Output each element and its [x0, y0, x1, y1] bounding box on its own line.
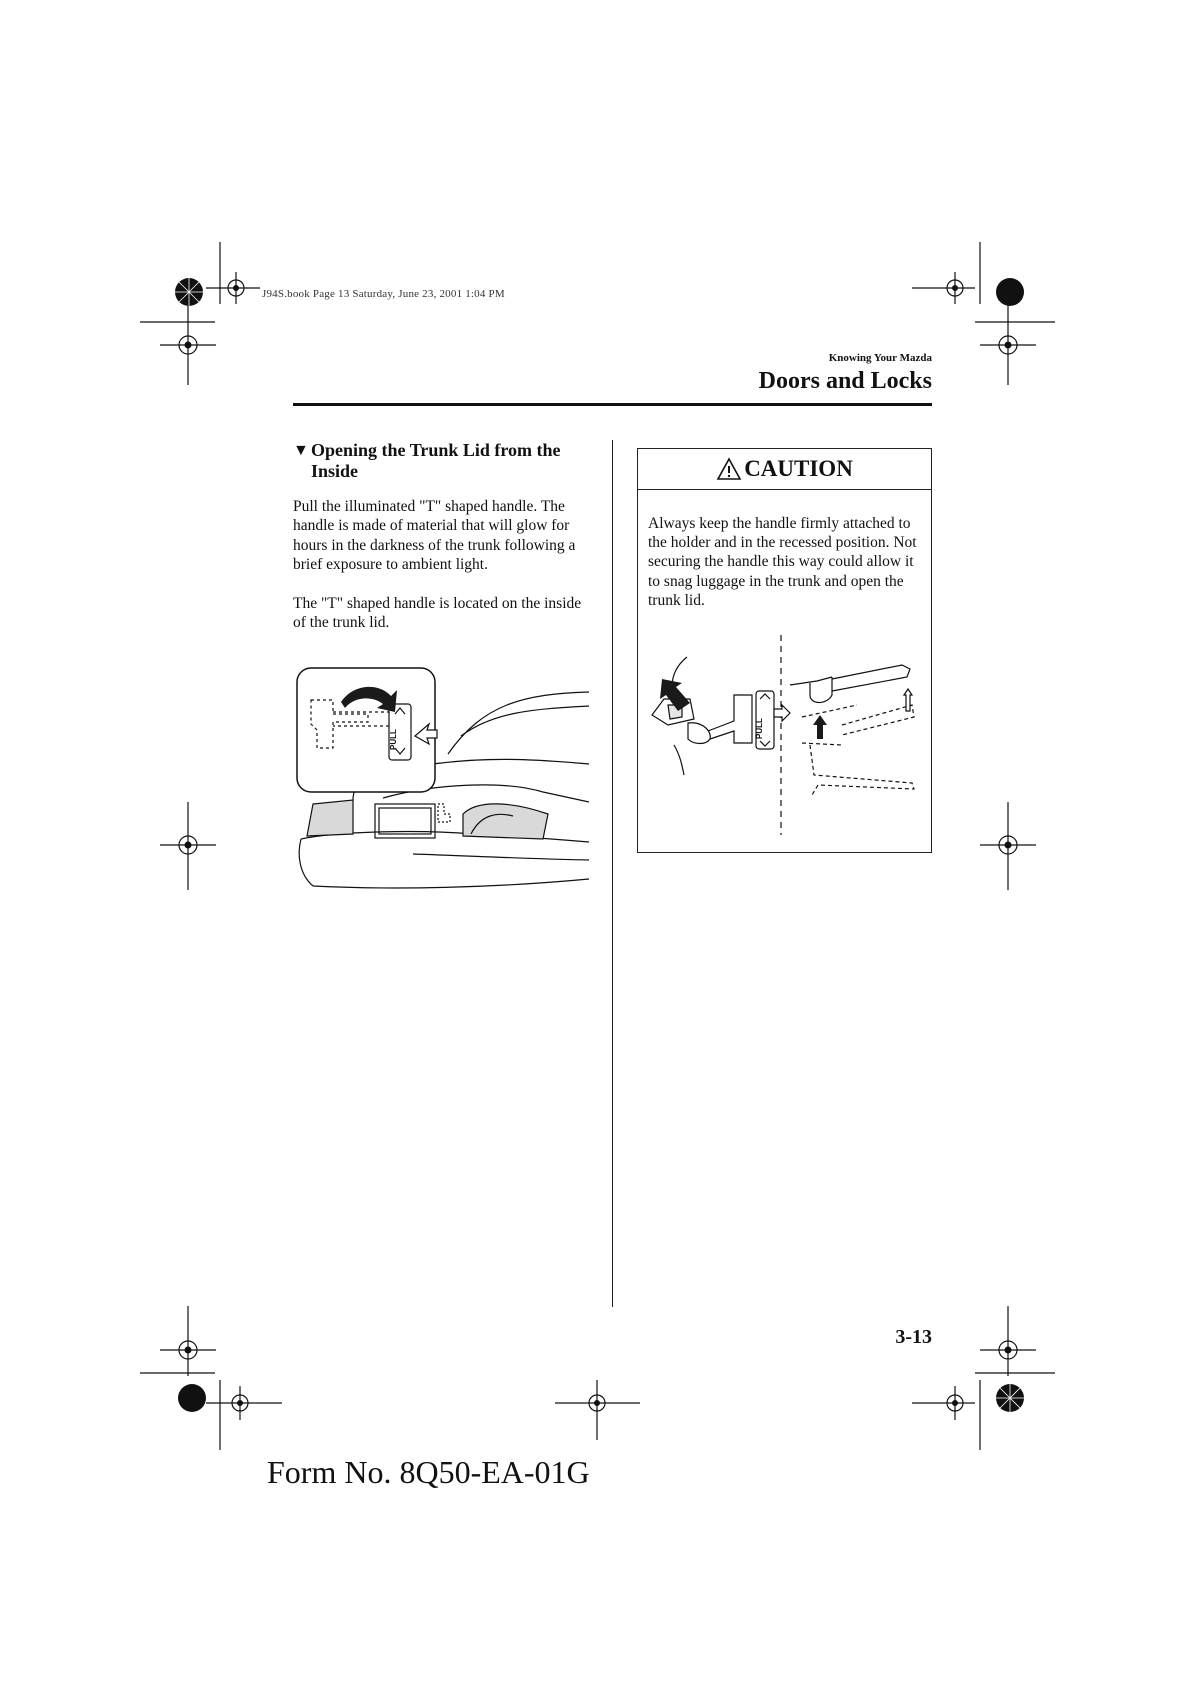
section-heading-text: [311, 440, 561, 482]
body-paragraph-2: The "T" shaped handle is located on the inside of the trunk lid.: [293, 594, 582, 632]
handle-pull-label-2: PULL: [755, 718, 764, 739]
column-divider: [612, 440, 613, 1307]
form-number: Form No. 8Q50-EA-01G: [267, 1454, 590, 1490]
section-heading: [293, 440, 593, 482]
caution-text: Always keep the handle firmly attached to the holder and in the recessed position. Not securing the handle this way could allow it to snag luggage in the trunk and open the trunk lid.: [648, 514, 917, 610]
caution-title: CAUTION: [744, 456, 853, 481]
heading-line-1: Opening the Trunk Lid from the: [311, 440, 561, 460]
handle-pull-label: PULL: [389, 729, 398, 750]
book-file-info: J94S.book Page 13 Saturday, June 23, 2001 1:04 PM: [262, 288, 505, 300]
caution-header: [638, 449, 931, 490]
handle-holder-illustration: [642, 635, 927, 840]
body-paragraph-1: Pull the illuminated "T" shaped handle. The handle is made of material that will glow for hours in the darkness of the trunk following a brief exposure to ambient light.: [293, 498, 576, 574]
header-rule: [293, 403, 932, 406]
page-number: 3-13: [895, 1326, 932, 1348]
warning-triangle-icon: [716, 457, 742, 481]
heading-line-2: Inside: [311, 461, 359, 481]
triangle-marker-icon: ▼: [293, 442, 309, 459]
left-column: [293, 440, 593, 648]
trunk-lid-illustration: [293, 664, 595, 892]
chapter-title: Doors and Locks: [758, 368, 932, 394]
section-label: Knowing Your Mazda: [828, 352, 932, 364]
